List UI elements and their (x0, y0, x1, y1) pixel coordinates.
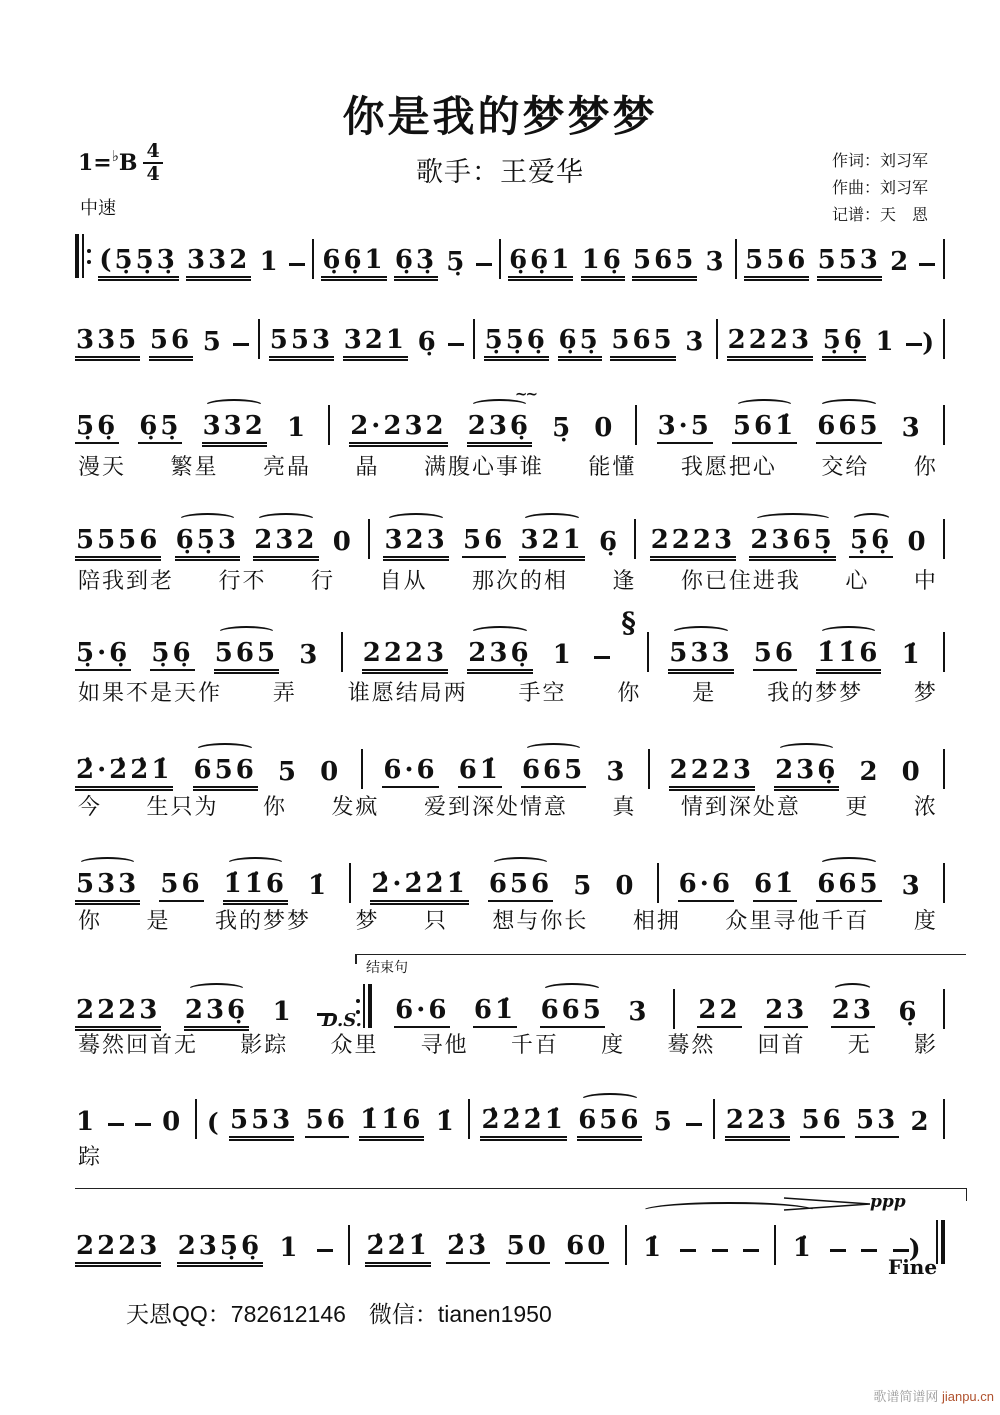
credit-composer: 作曲：刘习军 (831, 180, 928, 198)
lyric-chunk: 我的梦梦 (767, 680, 864, 705)
barline (499, 239, 501, 279)
barline (349, 863, 351, 903)
note-group: 2223 (727, 327, 813, 358)
note-group: 321 (343, 327, 408, 358)
barline (361, 749, 363, 789)
barline (943, 519, 945, 559)
lyric-chunk: 心 (845, 568, 870, 593)
note-group: 2̇2̇1̇ (365, 1233, 430, 1264)
credit-transcriber: 记谱：天 恩 (831, 207, 928, 225)
note-group: 22 (697, 997, 741, 1028)
note-group: 56 (753, 640, 797, 671)
lyric-chunk: 无 (847, 1032, 872, 1057)
barline (943, 405, 945, 445)
open-paren: ( (206, 1108, 219, 1137)
music-line-7 (75, 856, 945, 902)
barline (312, 239, 314, 279)
note-group: 5 (573, 871, 595, 901)
key-prefix: 1= (78, 150, 112, 177)
duration-dash (289, 263, 305, 267)
note-group: 6̣ (599, 527, 621, 557)
note-group: 2365̣ (749, 527, 835, 558)
note-group: 56 (462, 527, 506, 558)
barline (713, 1099, 715, 1139)
note-group: 332 (202, 413, 267, 444)
note-group: 236̣ (467, 640, 532, 671)
note-group: 0 (594, 413, 616, 443)
note-group: 335 (75, 327, 140, 358)
note-group: 2̇·2̇2̇1̇ (370, 871, 468, 902)
duration-dash (919, 263, 935, 267)
lyric-chunk: 弄 (272, 680, 297, 705)
lyric-chunk: 行 (310, 568, 335, 593)
note-group: 6·6 (678, 871, 734, 902)
duration-dash-with-paren (906, 330, 934, 358)
lyric-chunk: 自从 (379, 568, 428, 593)
lyric-line-4 (78, 564, 938, 595)
barline (258, 319, 260, 359)
note-group: 1̇ (792, 1233, 814, 1263)
barline (774, 1225, 776, 1265)
note-group: 665 (816, 413, 881, 444)
lyric-chunk: 能懂 (588, 454, 637, 479)
ending-phrase-label: 结束句 (366, 959, 408, 975)
note-group: 0 (901, 757, 923, 787)
lyric-chunk: 梦 (913, 680, 938, 705)
music-line-3 (75, 385, 945, 444)
note-group: 6̣6̣1 (321, 247, 386, 278)
lyric-chunk: 是 (146, 908, 171, 933)
fine-marking: Fine (888, 1255, 938, 1279)
duration-dash (830, 1249, 846, 1253)
lyric-chunk: 发疯 (331, 794, 380, 819)
close-paren: ) (922, 328, 935, 357)
note-group: 50 (506, 1233, 550, 1264)
note-group: 236̣ (184, 997, 249, 1028)
music-line-9 (75, 1092, 945, 1138)
note-group: 5̣6̣ (849, 527, 893, 558)
note-group: 6·6 (394, 997, 450, 1028)
note-group: 3 (299, 640, 321, 670)
lyric-chunk: 回首 (757, 1032, 806, 1057)
lyric-chunk: 陪我到老 (78, 568, 175, 593)
lyric-chunk: 爱到深处情意 (423, 794, 568, 819)
barline (735, 239, 737, 279)
lyric-chunk: 漫天 (78, 454, 127, 479)
duration-dash (594, 656, 610, 660)
note-group: 6̣6̣1 (508, 247, 573, 278)
lyric-chunk: 手空 (518, 680, 567, 705)
note-group: 236̣ ~~ (467, 413, 532, 444)
lyric-chunk: 影 (913, 1032, 938, 1057)
note-group: 6̣ (417, 327, 439, 357)
note-group: 5̣5̣6̣ (484, 327, 549, 358)
lyric-chunk: 踪 (78, 1144, 103, 1169)
note-group: 232 (253, 527, 318, 558)
mordent-icon: ~~ (514, 385, 537, 403)
lyric-chunk: 行不 (218, 568, 267, 593)
note-group: 16̣ (581, 247, 625, 278)
music-line-2 (75, 312, 945, 358)
note-group: 5 (653, 1107, 675, 1137)
note-group: 1̇ (901, 640, 923, 670)
note-group: 5 (202, 327, 224, 357)
repeat-dots (87, 249, 91, 264)
note-group: 656 (577, 1107, 642, 1138)
note-group: 1 (875, 327, 897, 357)
note-group: 1 (272, 997, 294, 1027)
note-group: 1 (552, 640, 574, 670)
lyric-chunk: 交给 (821, 454, 870, 479)
note-group: 5556 (75, 527, 161, 558)
note-group: (5̣5̣3̣ (98, 247, 179, 278)
barline-stroke (363, 984, 365, 1028)
note-group: 56 (800, 1107, 844, 1138)
lyric-chunk: 千百 (510, 1032, 559, 1057)
lyric-chunk: 想与你长 (492, 908, 589, 933)
lyric-chunk: 寻他 (420, 1032, 469, 1057)
note-group: 5̣6̣ (150, 640, 194, 671)
note-group: 565 (632, 247, 697, 278)
barline (657, 863, 659, 903)
barline-stroke (368, 984, 372, 1028)
final-barline (936, 1220, 945, 1264)
note-group: 2̇·2̇2̇1̇ (75, 757, 173, 788)
note-group: 56 (149, 327, 193, 358)
note-group: 565 (610, 327, 675, 358)
note-group: 3 (705, 247, 727, 277)
note-group: 61̇ (753, 871, 797, 902)
note-group: 6̣5̣ (558, 327, 602, 358)
note-group: 665 (521, 757, 586, 788)
note-group: 533 (668, 640, 733, 671)
note-group: 1̇ (435, 1107, 457, 1137)
lyric-line-7 (78, 904, 938, 935)
lyric-chunk: 真 (612, 794, 637, 819)
music-line-6 (75, 742, 945, 788)
barline (648, 749, 650, 789)
lyric-chunk: 浓 (913, 794, 938, 819)
lyric-chunk: 亮晶 (262, 454, 311, 479)
lyric-chunk: 度 (913, 908, 938, 933)
note-group: 6̣5̣ (138, 413, 182, 444)
lyric-chunk: 你 (617, 680, 642, 705)
note-group: 6̣ (898, 997, 920, 1027)
note-group: 665 (540, 997, 605, 1028)
music-line-8 (75, 982, 945, 1028)
lyric-chunk: 今 (78, 794, 103, 819)
watermark-site: 歌谱简谱网 (873, 1389, 939, 1404)
note-group: 1 (259, 247, 281, 277)
note-group: 2223 (75, 997, 161, 1028)
note-group: 332 (186, 247, 251, 278)
barline-stroke (82, 234, 84, 278)
barline (473, 319, 475, 359)
barline (943, 749, 945, 789)
ending-bracket-continuation (75, 1188, 967, 1189)
barline (195, 1099, 197, 1139)
barline-stroke (941, 1220, 945, 1264)
lyric-chunk: 生只为 (146, 794, 219, 819)
lyric-line-8 (78, 1028, 938, 1059)
lyric-chunk: 满腹心事谁 (423, 454, 544, 479)
key-tonic: B (118, 150, 138, 177)
barline (468, 1099, 470, 1139)
duration-dash (906, 343, 922, 347)
lyric-chunk: 我的梦梦 (214, 908, 311, 933)
note-group: 53 (855, 1107, 899, 1138)
note-group: 6̣3̣ (394, 247, 438, 278)
lyric-chunk: 你 (913, 454, 938, 479)
lyric-line-5 (78, 676, 938, 707)
watermark-domain: jianpu.cn (941, 1389, 994, 1404)
note-group: 533 (75, 871, 140, 902)
barline (634, 519, 636, 559)
note-group: 2·232 (349, 413, 447, 444)
music-line-4 (75, 512, 945, 558)
lyric-chunk: 你 (262, 794, 287, 819)
duration-dash (317, 1249, 333, 1253)
duration-dash (686, 1123, 702, 1127)
note-group: 323 (383, 527, 448, 558)
music-line-10 (75, 1218, 945, 1264)
note-group: 561̇ (732, 413, 797, 444)
lyric-chunk: 如果不是天作 (78, 680, 223, 705)
note-group: 0 (332, 527, 354, 557)
note-group: 23 (764, 997, 808, 1028)
note-group: 56 (159, 871, 203, 902)
lyric-chunk: 只 (423, 908, 448, 933)
lyric-line-9 (78, 1140, 938, 1171)
lyric-chunk: 影踪 (240, 1032, 289, 1057)
note-group: 3 (901, 413, 923, 443)
lyric-chunk: 众里 (330, 1032, 379, 1057)
lyric-chunk: 我愿把心 (680, 454, 777, 479)
note-group: 2223 (362, 640, 448, 671)
time-signature-denominator: 4 (146, 163, 160, 186)
duration-dash (476, 263, 492, 267)
note-group: 0 (615, 871, 637, 901)
note-group: 0 (162, 1107, 184, 1137)
note-group: 61̇ (458, 757, 502, 788)
lyric-chunk: 蓦然回首无 (78, 1032, 199, 1057)
segno-icon: § (621, 606, 636, 639)
lyric-chunk: 繁星 (170, 454, 219, 479)
note-group: 553 (817, 247, 882, 278)
duration-dash (448, 343, 464, 347)
barline (673, 989, 675, 1029)
music-line-5 (75, 606, 945, 671)
note-group: 1 (279, 1233, 301, 1263)
note-group: 553 (229, 1107, 294, 1138)
note-group: 3 (628, 997, 650, 1027)
note-group: 2̇3̇ (446, 1233, 490, 1264)
barline (943, 1099, 945, 1139)
duration-dash (135, 1123, 151, 1127)
note-group: 5̣·6̣ (75, 640, 131, 671)
note-group: 1̇1̇6 (223, 871, 288, 902)
music-line-1 (75, 232, 945, 278)
decrescendo-hairpin-icon (782, 1196, 874, 1212)
note-group: 321 (519, 527, 584, 558)
note-group: 5̣6̣ (822, 327, 866, 358)
duration-dash (861, 1249, 877, 1253)
duration-dash (893, 1249, 909, 1253)
singer-line: 歌手：王爱华 (416, 157, 584, 187)
barline (341, 632, 343, 672)
note-group: 2̇2̇2̇1̇ (480, 1107, 566, 1138)
begin-repeat-sign (75, 234, 91, 278)
lyric-chunk: 梦 (355, 908, 380, 933)
barline (716, 319, 718, 359)
contact-line: 天恩QQ：782612146 微信：tianen1950 (126, 1301, 552, 1327)
song-title: 你是我的梦梦梦 (342, 93, 658, 140)
lyric-chunk: 中 (913, 568, 938, 593)
lyric-chunk: 蓦然 (667, 1032, 716, 1057)
barline (328, 405, 330, 445)
lyric-chunk: 度 (601, 1032, 626, 1057)
barline (943, 989, 945, 1029)
barline-stroke (75, 234, 79, 278)
note-group: 5 (277, 757, 299, 787)
credits (832, 148, 928, 230)
note-group: 61̇ (473, 997, 517, 1028)
lyric-chunk: 你已住进我 (680, 568, 801, 593)
credit-lyricist: 作词：刘习军 (831, 153, 928, 170)
note-group: 5̣ (446, 247, 468, 277)
lyric-chunk: 情到深处意 (680, 794, 801, 819)
note-group: 565 (214, 640, 279, 671)
note-group: 656 (488, 871, 553, 902)
note-group: 0 (320, 757, 342, 787)
note-group: 6·6 (382, 757, 438, 788)
duration-dash (108, 1123, 124, 1127)
dynamic-marking: ppp (870, 1192, 906, 1212)
note-group: 2 (859, 757, 881, 787)
lyric-chunk: 那次的相 (471, 568, 568, 593)
note-group: 2 (890, 247, 912, 277)
barline (625, 1225, 627, 1265)
lyric-chunk: 是 (692, 680, 717, 705)
lyric-chunk: 谁愿结局两 (347, 680, 468, 705)
note-group: 1̇ (642, 1233, 665, 1263)
duration-dash (743, 1249, 759, 1253)
note-group: 2223 (669, 757, 755, 788)
note-group: 1̇1̇6 (816, 640, 881, 671)
lyric-chunk: 众里寻他千百 (725, 908, 870, 933)
lyric-line-3 (78, 450, 938, 481)
note-group: 235̣6̣ (177, 1233, 263, 1264)
note-group: 2 (910, 1107, 932, 1137)
lyric-chunk: 你 (78, 908, 103, 933)
note-group: 60 (565, 1233, 609, 1264)
note-group: 656 (193, 757, 258, 788)
note-group: 3 (901, 871, 923, 901)
barline (368, 519, 370, 559)
flat-icon: ♭ (111, 147, 119, 166)
duration-dash (680, 1249, 696, 1253)
note-group: 1 (76, 1107, 98, 1137)
note-group: 3 (606, 757, 628, 787)
barline (647, 632, 649, 672)
ending-bracket-line (355, 954, 966, 955)
lyric-chunk: 晶 (355, 454, 380, 479)
note-group: 1̇1̇6 (359, 1107, 424, 1138)
tempo-marking: 中速 (80, 198, 116, 218)
lyric-chunk: 相拥 (632, 908, 681, 933)
barline (943, 239, 945, 279)
note-group: 556 (744, 247, 809, 278)
note-group: 665 (816, 871, 881, 902)
note-group: 5̣6̣ (75, 413, 119, 444)
lyric-line-6 (78, 790, 938, 821)
barline (943, 863, 945, 903)
time-signature-numerator: 4 (143, 142, 162, 164)
note-group: 2223 (75, 1233, 161, 1264)
duration-dash (712, 1249, 728, 1253)
note-group: 2223 (650, 527, 736, 558)
close-paren: ) (908, 1234, 921, 1263)
ds-marking: D.S. (322, 1010, 362, 1031)
note-group: 223 (725, 1107, 790, 1138)
lyric-chunk: 更 (845, 794, 870, 819)
note-group: 1 (286, 413, 309, 443)
note-group: 23 (831, 997, 875, 1028)
note-group: 553 (269, 327, 334, 358)
note-group: 56 (305, 1107, 349, 1138)
note-group: 3 (685, 327, 707, 357)
barline (635, 405, 637, 445)
barline (943, 632, 945, 672)
note-group: 236̣ (774, 757, 839, 788)
lyric-chunk: 逢 (612, 568, 637, 593)
watermark (873, 1386, 994, 1405)
note-group: 6̣5̣3 (175, 527, 240, 558)
note-group: 3·5 (657, 413, 713, 444)
note-group: 0 (907, 527, 929, 557)
duration-dash (233, 343, 249, 347)
barline (943, 319, 945, 359)
note-group: 1̇ (308, 871, 330, 901)
note-group: 5̣ (552, 413, 574, 443)
barline (348, 1225, 350, 1265)
